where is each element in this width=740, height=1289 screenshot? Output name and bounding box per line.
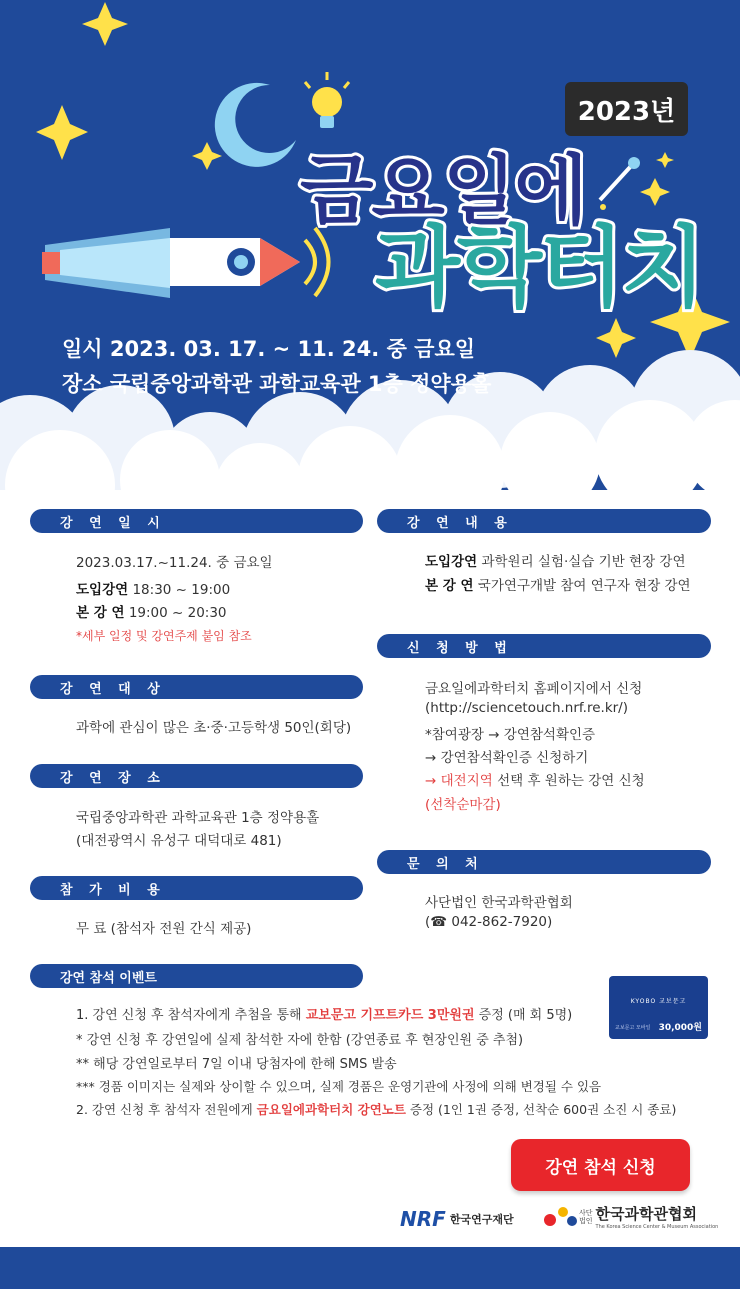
section-heading-content: 강 연 내 용 <box>377 509 711 533</box>
target-text: 과학에 관심이 많은 초·중·고등학생 50인(회당) <box>76 720 352 736</box>
apply-line-5: → 대전지역 선택 후 원하는 강연 신청 <box>425 773 645 789</box>
schedule-period: 2023.03.17.~11.24. 중 금요일 <box>76 555 273 571</box>
rocket-icon <box>42 228 329 298</box>
moon-icon <box>215 83 296 167</box>
event-line-4: *** 경품 이미지는 실제와 상이할 수 있으며, 실제 경품은 운영기관에 사정에 의해 변경될 수 있음 <box>76 1079 602 1094</box>
hero-place: 장소 국립중앙과학관 과학교육관 1층 정약용홀 <box>62 372 492 396</box>
gift-card-image <box>609 976 708 1039</box>
fee-text: 무 료 (참석자 전원 간식 제공) <box>76 921 252 937</box>
schedule-note: *세부 일정 및 강연주제 붙임 참조 <box>76 629 252 643</box>
nrf-name: 한국연구재단 <box>449 1213 514 1226</box>
apply-line-6: (선착순마감) <box>425 797 501 813</box>
gift-card-label: 교보문고 모바일 <box>615 1025 651 1031</box>
section-heading-venue: 강 연 장 소 <box>30 764 363 788</box>
event-line-3: ** 해당 강연일로부터 7일 이내 당첨자에 한해 SMS 발송 <box>76 1057 397 1072</box>
apply-line-1: 금요일에과학터치 홈페이지에서 신청 <box>425 681 643 697</box>
title-line-2: 과학터치 <box>375 216 704 319</box>
year-badge: 2023년 <box>565 82 688 136</box>
nrf-logo <box>400 1207 514 1231</box>
title-line-1: 금요일에 <box>300 146 586 235</box>
kasm-dots-icon <box>543 1204 579 1230</box>
schedule-intro: 도입강연 18:30 ~ 19:00 <box>76 582 231 598</box>
section-heading-event: 강연 참석 이벤트 <box>30 964 363 988</box>
section-heading-fee: 참 가 비 용 <box>30 876 363 900</box>
kasm-english: The Korea Science Center & Museum Association <box>595 1224 719 1230</box>
nrf-mark: NRF <box>400 1207 446 1231</box>
hero-date: 일시 2023. 03. 17. ~ 11. 24. 중 금요일 <box>62 337 476 361</box>
schedule-main: 본 강 연 19:00 ~ 20:30 <box>76 605 227 621</box>
venue-line-1: 국립중앙과학관 과학교육관 1층 정약용홀 <box>76 810 320 826</box>
venue-line-2: (대전광역시 유성구 대덕대로 481) <box>76 833 282 849</box>
lightbulb-icon <box>305 72 349 128</box>
gift-card-amount: 30,000원 <box>658 1023 702 1033</box>
apply-url[interactable]: (http://sciencetouch.nrf.re.kr/) <box>425 700 629 716</box>
apply-line-3: *참여광장 → 강연참석확인증 <box>425 727 596 743</box>
gift-card-brand: KYOBO 교보문고 <box>630 998 687 1005</box>
footer-bar <box>0 1247 740 1289</box>
content-intro: 도입강연 과학원리 실험·실습 기반 현장 강연 <box>425 554 686 570</box>
apply-attendance-button[interactable]: 강연 참석 신청 <box>511 1139 690 1191</box>
contact-phone: (☎ 042-862-7920) <box>425 914 553 930</box>
hero-banner <box>0 0 740 490</box>
kasm-logo <box>543 1203 718 1230</box>
contact-org: 사단법인 한국과학관협회 <box>425 895 573 911</box>
kasm-name: 한국과학관협회 <box>595 1205 697 1223</box>
section-heading-target: 강 연 대 상 <box>30 675 363 699</box>
event-line-5: 2. 강연 신청 후 참석자 전원에게 금요일에과학터치 강연노트 증정 (1인 1권 증정, 선착순 600권 소진 시 종료) <box>76 1102 677 1117</box>
event-line-2: * 강연 신청 후 강연일에 실제 참석한 자에 한함 (강연종료 후 현장인원 중 추첨) <box>76 1033 524 1048</box>
apply-line-4: → 강연참석확인증 신청하기 <box>425 750 589 766</box>
section-heading-schedule: 강 연 일 시 <box>30 509 363 533</box>
kasm-small-label: 사단 법인 <box>579 1208 593 1225</box>
content-main: 본 강 연 국가연구개발 참여 연구자 현장 강연 <box>425 578 691 594</box>
event-line-1: 1. 강연 신청 후 참석자에게 추첨을 통해 교보문고 기프트카드 3만원권 증정 (매 회 5명) <box>76 1008 573 1023</box>
section-heading-apply: 신 청 방 법 <box>377 634 711 658</box>
section-heading-contact: 문 의 처 <box>377 850 711 874</box>
